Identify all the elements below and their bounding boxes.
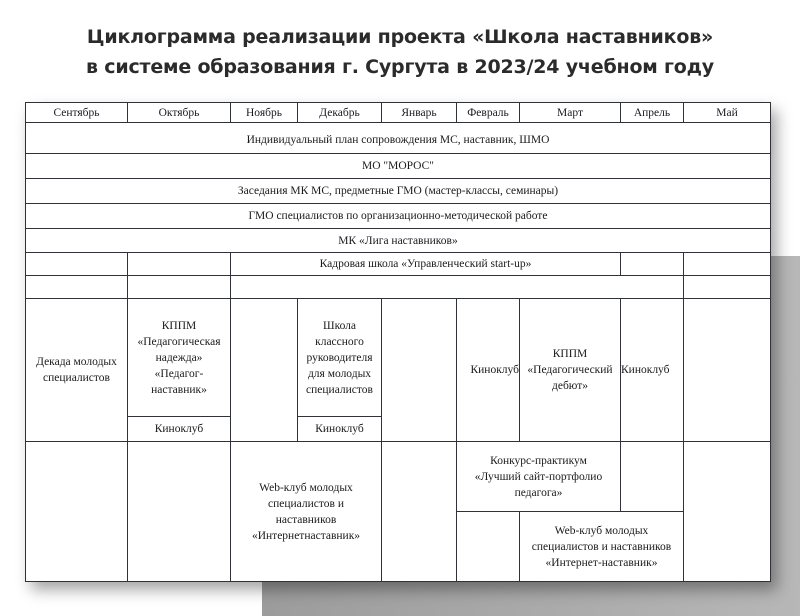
event-kinoklub-october: Киноклуб	[127, 416, 231, 442]
event-kinoklub-february: Киноклуб	[456, 298, 520, 442]
row-meetings: Заседания МК МС, предметные ГМО (мастер-классы, семинары)	[25, 178, 771, 204]
event-webclub-march-april: Web-клуб молодых специалистов и наставников «Интернет-наставник»	[519, 511, 684, 582]
empty-cell	[683, 298, 771, 442]
row-individual-plan: Индивидуальный план сопровождения МС, наставник, ШМО	[25, 122, 771, 154]
month-header-october: Октябрь	[127, 102, 231, 123]
empty-cell	[683, 252, 771, 276]
empty-cell	[381, 298, 457, 442]
title-line-1: Циклограмма реализации проекта «Школа наставников»	[86, 26, 714, 48]
empty-cell	[230, 298, 298, 442]
empty-cell	[683, 275, 771, 299]
empty-cell	[127, 252, 231, 276]
empty-cell	[127, 275, 231, 299]
empty-cell	[230, 275, 684, 299]
month-header-march: Март	[519, 102, 621, 123]
month-header-february: Февраль	[456, 102, 520, 123]
empty-cell	[25, 252, 128, 276]
event-dekada: Декада молодых специалистов	[25, 298, 128, 442]
row-liga: МК «Лига наставников»	[25, 228, 771, 253]
month-header-april: Апрель	[620, 102, 684, 123]
month-header-november: Ноябрь	[230, 102, 298, 123]
row-moros: МО "МОРОС"	[25, 153, 771, 179]
empty-cell	[25, 275, 128, 299]
row-kadrovaya-school: Кадровая школа «Управленческий start-up»	[230, 252, 621, 276]
event-kppm-march: КППМ «Педагогический дебют»	[519, 298, 621, 442]
empty-cell	[25, 441, 128, 582]
page-title	[0, 22, 800, 82]
event-kinoklub-april: Киноклуб	[620, 298, 684, 442]
event-webclub-november-december: Web-клуб молодых специалистов и наставников «Интернетнаставник»	[230, 441, 382, 582]
row-gmo: ГМО специалистов по организационно-методической работе	[25, 203, 771, 229]
empty-cell	[620, 441, 684, 512]
month-header-may: Май	[683, 102, 771, 123]
month-header-september: Сентябрь	[25, 102, 128, 123]
empty-cell	[127, 441, 231, 582]
empty-cell	[456, 511, 520, 582]
empty-cell	[620, 252, 684, 276]
empty-cell	[381, 441, 457, 582]
event-konkurs-praktikum: Конкурс-практикум «Лучший сайт-портфолио педагога»	[456, 441, 621, 512]
cyclogram-table	[25, 102, 771, 582]
event-kinoklub-december: Киноклуб	[297, 416, 382, 442]
month-header-december: Декабрь	[297, 102, 382, 123]
title-line-2: в системе образования г. Сургута в 2023/24 учебном году	[86, 56, 714, 78]
month-header-january: Январь	[381, 102, 457, 123]
event-shkola-klassnogo-rukovoditelya: Школа классного руководителя для молодых специалистов	[297, 298, 382, 417]
event-kppm-october: КППМ «Педагогическая надежда» «Педагог-наставник»	[127, 298, 231, 417]
empty-cell	[683, 441, 771, 582]
